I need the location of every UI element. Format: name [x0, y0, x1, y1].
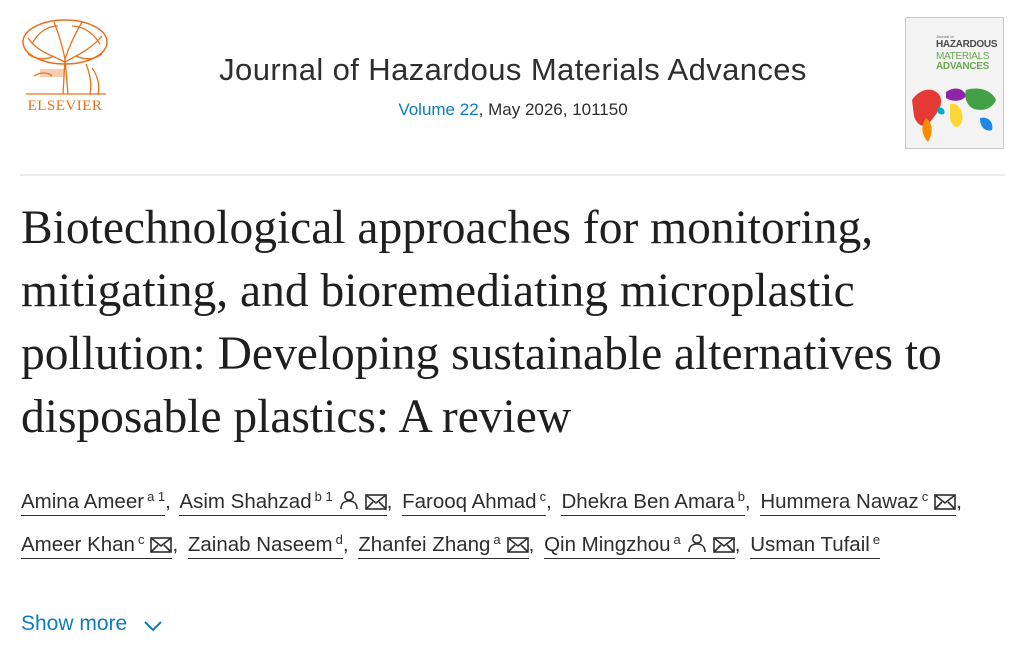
affiliation-superscript: a	[493, 532, 501, 547]
volume-link[interactable]: Volume 22	[398, 100, 479, 119]
article-header	[0, 0, 1026, 175]
cover-world-map-graphic	[906, 78, 1003, 148]
author-separator: ,	[386, 490, 393, 513]
article-title: Biotechnological approaches for monitoring, mitigating, and bioremediating microplastic pollution: Developing sustainable alternatives to disposable plastics: A review	[21, 202, 942, 443]
chevron-down-icon	[143, 619, 163, 633]
author-link[interactable]	[402, 490, 546, 516]
email-icon[interactable]	[507, 529, 529, 565]
corresponding-author-icon	[687, 529, 707, 565]
header-divider	[20, 174, 1005, 176]
author-name: Qin Mingzhou	[544, 533, 671, 556]
author-name: Asim Shahzad	[179, 490, 312, 513]
author-link[interactable]	[179, 490, 386, 516]
author-link[interactable]	[21, 533, 172, 559]
author-separator: ,	[165, 490, 171, 513]
cover-title-line3: ADVANCES	[936, 61, 989, 72]
author-name: Usman Tufail	[750, 533, 870, 556]
author-link[interactable]	[544, 533, 735, 559]
affiliation-superscript: b 1	[314, 489, 333, 504]
author-link[interactable]	[358, 533, 528, 559]
author-link[interactable]	[750, 533, 880, 559]
author-separator: ,	[744, 490, 751, 513]
show-more-label: Show more	[21, 612, 128, 635]
email-icon[interactable]	[713, 529, 735, 565]
affiliation-superscript: b	[737, 489, 745, 504]
affiliation-superscript: a 1	[147, 489, 166, 504]
author-name: Zainab Naseem	[187, 533, 333, 556]
elsevier-wordmark: ELSEVIER	[27, 98, 103, 114]
cover-small-text: Journal of	[936, 34, 954, 39]
email-icon[interactable]	[365, 486, 387, 522]
author-name: Dhekra Ben Amara	[561, 490, 735, 513]
author-link[interactable]	[561, 490, 744, 516]
cover-title-line2: MATERIALS	[936, 51, 990, 62]
author-list	[21, 479, 1011, 565]
author-separator: ,	[172, 533, 179, 556]
author-separator: ,	[734, 533, 741, 556]
author-link[interactable]	[760, 490, 956, 516]
journal-cover-image[interactable]	[905, 17, 1004, 149]
author-separator: ,	[956, 490, 962, 513]
author-link[interactable]	[21, 490, 165, 516]
affiliation-superscript: e	[872, 532, 881, 547]
author-separator: ,	[342, 533, 349, 556]
journal-issue-info	[0, 100, 1026, 120]
journal-title[interactable]: Journal of Hazardous Materials Advances	[219, 52, 807, 87]
author-name: Amina Ameer	[21, 490, 145, 513]
affiliation-superscript: c	[921, 489, 929, 504]
author-link[interactable]	[188, 533, 343, 559]
author-name: Zhanfei Zhang	[358, 533, 491, 556]
affiliation-superscript: d	[335, 532, 343, 547]
author-name: Hummera Nawaz	[760, 490, 919, 513]
email-icon[interactable]	[934, 486, 956, 522]
author-name: Ameer Khan	[21, 533, 135, 556]
show-more-button[interactable]	[21, 612, 163, 636]
email-icon[interactable]	[150, 529, 172, 565]
corresponding-author-icon	[339, 486, 359, 522]
author-name: Farooq Ahmad	[402, 490, 537, 513]
author-separator: ,	[528, 533, 535, 556]
affiliation-superscript: c	[137, 532, 145, 547]
author-separator: ,	[546, 490, 552, 513]
affiliation-superscript: c	[539, 489, 547, 504]
affiliation-superscript: a	[673, 532, 681, 547]
cover-title-line1: HAZARDOUS	[936, 39, 998, 50]
issue-details: , May 2026, 101150	[478, 100, 628, 119]
